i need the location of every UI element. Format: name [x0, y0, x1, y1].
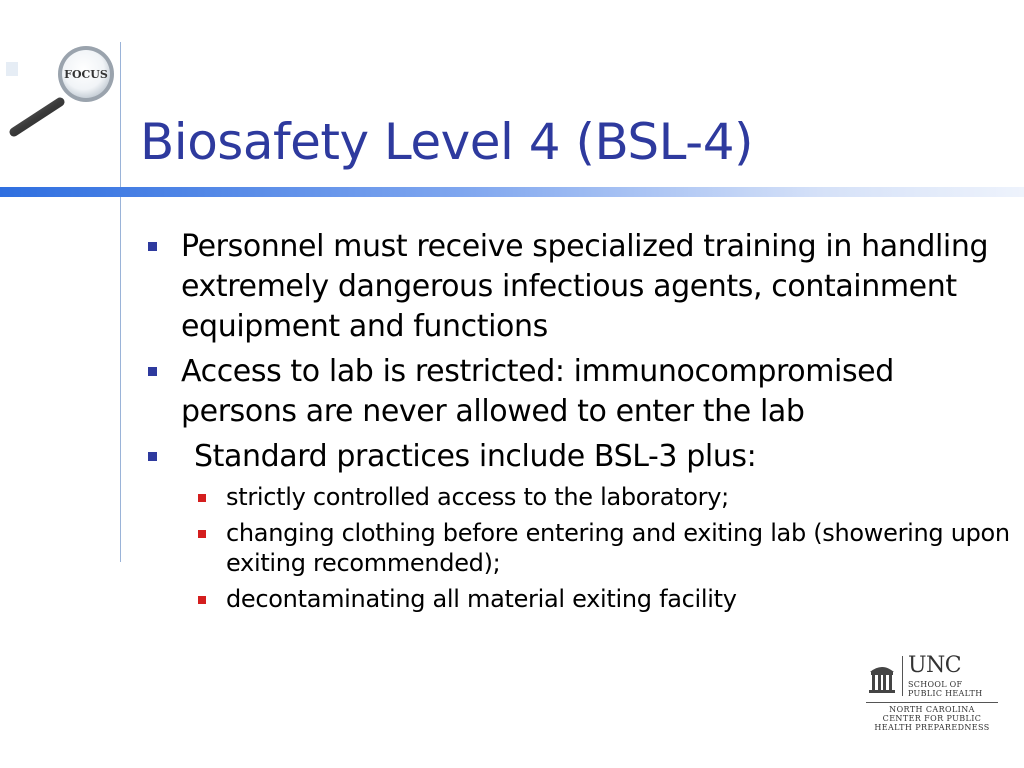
- subbullet-text: decontaminating all material exiting facility: [226, 585, 737, 613]
- subbullet-item: [140, 518, 1010, 578]
- focus-magnifier-logo: [0, 40, 120, 140]
- unc-name: UNC: [908, 653, 962, 678]
- square-subbullet-icon: [198, 596, 206, 604]
- square-subbullet-icon: [198, 530, 206, 538]
- bullet-text: Access to lab is restricted: immunocompromised persons are never allowed to enter the lab: [181, 354, 894, 429]
- logo-separator: [902, 656, 903, 696]
- unc-center-line: CENTER FOR PUBLIC: [882, 714, 982, 723]
- bullet-text: Personnel must receive specialized training in handling extremely dangerous infectious agents, containment equipment and functions: [181, 229, 989, 344]
- unc-subtitle-line: PUBLIC HEALTH: [908, 689, 983, 698]
- subbullet-text: strictly controlled access to the laboratory;: [226, 483, 729, 511]
- unc-subtitle-line: SCHOOL OF: [908, 680, 963, 689]
- square-bullet-icon: [148, 367, 157, 376]
- bullet-list: [140, 227, 1010, 620]
- unc-public-health-logo: [862, 654, 1002, 734]
- title-underline-bar: [0, 187, 1024, 197]
- logo-rule: [866, 702, 998, 703]
- slide-title: Biosafety Level 4 (BSL-4): [140, 113, 754, 171]
- bullet-item: [140, 352, 1010, 432]
- subbullet-text: changing clothing before entering and exiting lab (showering upon exiting recommended);: [226, 519, 1010, 577]
- bullet-text: Standard practices include BSL-3 plus:: [194, 439, 757, 474]
- unc-center-name: [862, 705, 1002, 732]
- unc-school-subtitle: [908, 680, 982, 698]
- unc-center-line: NORTH CAROLINA: [889, 705, 975, 714]
- subbullet-item: [140, 584, 1010, 614]
- vertical-divider: [120, 42, 121, 562]
- bullet-item: [140, 437, 1010, 477]
- focus-logo-text: FOCUS: [64, 68, 108, 81]
- old-well-icon: [868, 662, 896, 696]
- square-bullet-icon: [148, 242, 157, 251]
- unc-center-line: HEALTH PREPAREDNESS: [874, 723, 990, 732]
- square-subbullet-icon: [198, 494, 206, 502]
- square-bullet-icon: [148, 452, 157, 461]
- subbullet-item: [140, 482, 1010, 512]
- bullet-item: [140, 227, 1010, 347]
